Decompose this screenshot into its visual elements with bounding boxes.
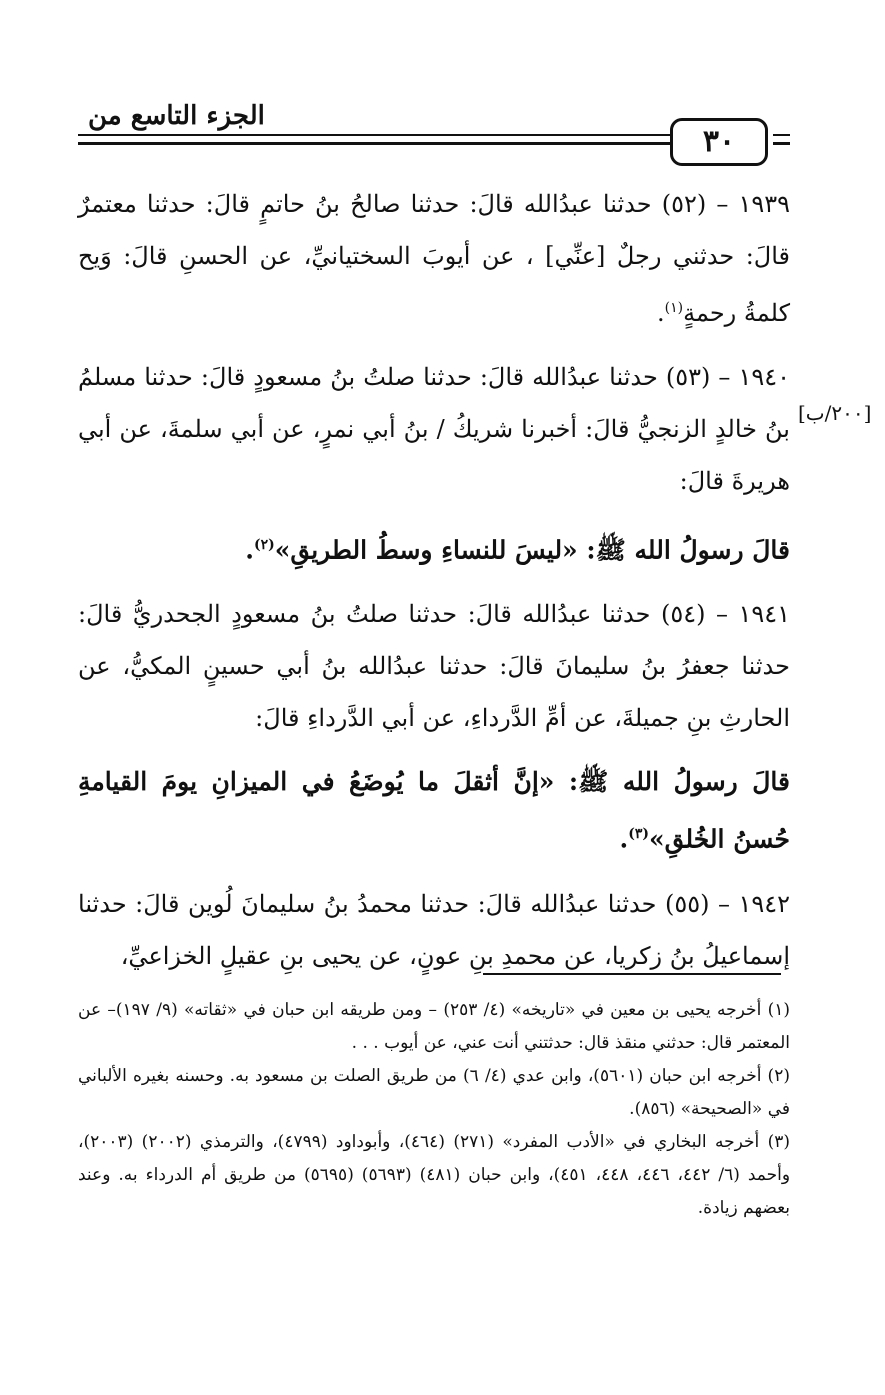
page-header (78, 100, 790, 160)
page-number: ٣٠ (670, 118, 768, 166)
hadith-1940: ١٩٤٠ – (٥٣) حدثنا عبدُالله قالَ: حدثنا صلتُ بنُ مسعودٍ قالَ: حدثنا مسلمُ بنُ خالدٍ الزنجيُّ قالَ: أخبرنا شريكُ / بنُ أبي نمرٍ، عن أبي سلمةَ، عن أبي هريرةَ قالَ: (78, 363, 790, 495)
header-rule-bottom (78, 142, 670, 145)
footnote-ref-1: (١) (664, 300, 684, 316)
footnote-2: (٢) أخرجه ابن حبان (٥٦٠١)، وابن عدي (٤/ ٦) من طريق الصلت بن مسعود به. وحسنه بغيره الألباني في «الصحيحة» (٨٥٦). (78, 1066, 790, 1119)
prophetic-saying-1940: قالَ رسولُ الله ﷺ: «ليسَ للنساءِ وسطُ الطريقِ»$^{(٢)}$. (245, 535, 790, 565)
header-rule-top (78, 134, 670, 136)
manuscript-folio-ref: [٢٠٠/ب] (798, 401, 872, 425)
hadith-1941: ١٩٤١ – (٥٤) حدثنا عبدُالله قالَ: حدثنا صلتُ بنُ مسعودٍ الجحدريُّ قالَ: حدثنا جعفرُ بنُ سليمانَ قالَ: حدثنا عبدُالله بنُ أبي حسينٍ المكيُّ، عن الحارثِ بنِ جميلةَ، عن أمِّ الدَّرداءِ، عن أبي الدَّرداءِ قالَ: (78, 600, 791, 733)
hadith-1939: ١٩٣٩ – (٥٢) حدثنا عبدُالله قالَ: حدثنا صالحُ بنُ حاتمٍ قالَ: حدثنا معتمرٌ قالَ: حدثني رجلٌ [عنِّي] ، عن أيوبَ السختيانيِّ، عن الحسنِ قالَ: وَيح كلمةُ رحمةٍ$^{(١)}$. (78, 190, 791, 327)
footnote-3: (٣) أخرجه البخاري في «الأدب المفرد» (٢٧١) (٤٦٤)، وأبوداود (٤٧٩٩)، والترمذي (٢٠٠٢) (٢٠٠٣)، وأحمد (٦/ ٤٤٢، ٤٤٦، ٤٤٨، ٤٥١)، وابن حبان (٤٨١) (٥٦٩٣) (٥٦٩٥) من طريق أم الدرداء به. وعند بعضهم زيادة. (78, 1132, 791, 1218)
footnote-ref-2: (٢) (253, 537, 275, 553)
hadith-1942: ١٩٤٢ – (٥٥) حدثنا عبدُالله قالَ: حدثنا محمدُ بنُ سليمانَ لُوين قالَ: حدثنا إسماعيلُ بنُ زكريا، عن محمدِ بنِ عونٍ، عن يحيى بنِ عقيلٍ الخزاعيِّ، (78, 889, 791, 970)
footnote-separator (483, 973, 781, 975)
header-rule-right-bottom (773, 142, 790, 145)
prophetic-saying-1941: قالَ رسولُ الله ﷺ: «إنَّ أثقلَ ما يُوضَعُ في الميزانِ يومَ القيامةِ حُسنُ الخُلقِ»$^{(٣)}$. (78, 767, 790, 854)
header-rule-right-top (773, 134, 790, 136)
main-text (78, 178, 790, 994)
footnote-1: (١) أخرجه يحيى بن معين في «تاريخه» (٤/ ٢٥٣) – ومن طريقه ابن حبان في «ثقاته» (٩/ ١٩٧)– عن المعتمر قال: حدثني منقذ قال: حدثتني أنت عني، عن أيوب . . . (78, 1000, 790, 1053)
running-title: الجزء التاسع من (88, 101, 265, 131)
footnotes (78, 994, 790, 1225)
footnote-ref-3: (٣) (628, 826, 650, 843)
